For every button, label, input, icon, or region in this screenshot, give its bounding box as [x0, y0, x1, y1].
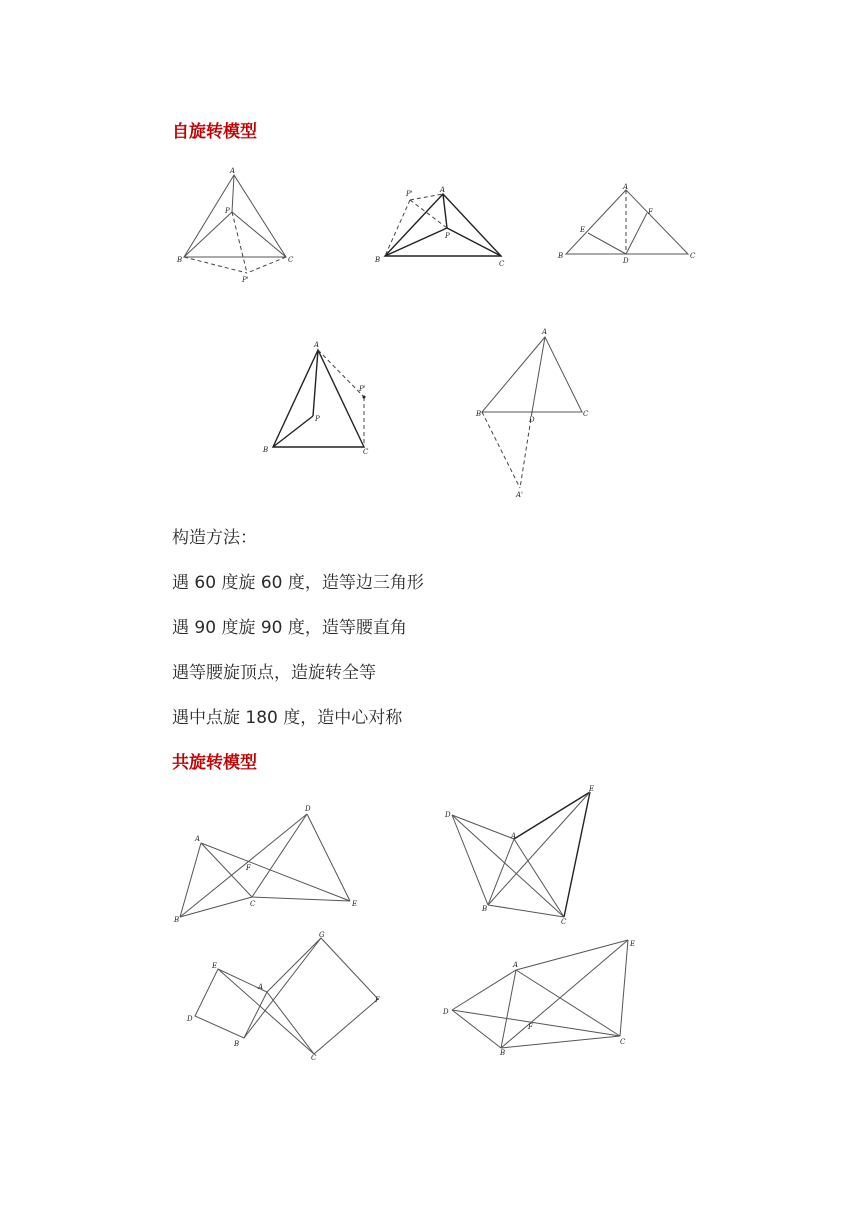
fig8-label: G [319, 931, 325, 939]
fig5-label: A [542, 328, 548, 336]
fig1-label: C [288, 256, 294, 264]
fig2-label: P' [406, 190, 413, 198]
fig5-label: B [476, 410, 482, 418]
fig7-label: D [445, 811, 451, 819]
figure-1-equilateral-rotation [170, 165, 310, 290]
fig9-label: E [630, 940, 636, 948]
fig5-label: A' [516, 491, 523, 499]
fig4-label: B [263, 446, 269, 454]
fig3-label: A [623, 183, 629, 191]
figure-7-co-rotation [440, 782, 610, 927]
fig9-label: A [513, 961, 519, 969]
fig1-label: B [177, 256, 183, 264]
figure-8-co-rotation-squares [178, 928, 393, 1063]
fig9-label: B [500, 1049, 506, 1057]
fig6-label: E [352, 900, 358, 908]
fig3-label: C [690, 252, 696, 260]
fig5-label: D [529, 416, 535, 424]
figure-2-rotation [370, 182, 520, 272]
fig7-label: C [561, 918, 567, 926]
fig3-label: E [580, 226, 586, 234]
fig2-label: P [445, 232, 450, 240]
fig2-label: B [375, 256, 381, 264]
fig3-label: B [558, 252, 564, 260]
fig2-label: C [499, 260, 505, 268]
fig4-label: P [315, 415, 320, 423]
figure-3-right-isosceles [555, 180, 700, 270]
fig4-label: P' [359, 385, 366, 393]
fig6-label: D [305, 805, 311, 813]
fig5-label: C [583, 410, 589, 418]
methods-title: 构造方法： [172, 528, 257, 548]
fig3-label: F [648, 208, 653, 216]
fig6-label: F [246, 864, 251, 872]
fig1-label: P [225, 207, 230, 215]
fig9-label: F [528, 1023, 533, 1031]
figure-5-midpoint-symmetry [470, 325, 600, 500]
fig8-label: F [375, 996, 380, 1004]
fig1-label: P' [242, 276, 249, 284]
fig9-label: C [620, 1038, 626, 1046]
method-item: 遇中点旋 180 度，造中心对称 [172, 708, 403, 728]
fig6-label: A [195, 835, 201, 843]
figure-9-co-rotation [440, 932, 645, 1062]
method-item: 遇 60 度旋 60 度，造等边三角形 [172, 573, 424, 593]
fig3-label: D [623, 257, 629, 265]
figure-4-isosceles-rotation [255, 338, 395, 463]
fig4-label: C [363, 448, 369, 456]
fig8-label: C [311, 1054, 317, 1062]
section-title-co-rotation: 共旋转模型 [172, 753, 257, 773]
figure-6-co-rotation [170, 800, 370, 925]
fig2-label: A [440, 186, 446, 194]
method-item: 遇等腰旋顶点，造旋转全等 [172, 663, 376, 683]
fig8-label: D [187, 1015, 193, 1023]
fig8-label: A [258, 983, 264, 991]
fig6-label: C [250, 900, 256, 908]
method-item: 遇 90 度旋 90 度，造等腰直角 [172, 618, 407, 638]
fig9-label: D [443, 1008, 449, 1016]
section-title-self-rotation: 自旋转模型 [172, 122, 257, 142]
fig7-label: E [589, 785, 595, 793]
fig7-label: A [511, 832, 517, 840]
fig1-label: A [230, 167, 236, 175]
fig8-label: E [212, 962, 218, 970]
fig6-label: B [174, 916, 180, 924]
fig4-label: A [314, 341, 320, 349]
fig7-label: B [482, 905, 488, 913]
fig8-label: B [234, 1040, 240, 1048]
